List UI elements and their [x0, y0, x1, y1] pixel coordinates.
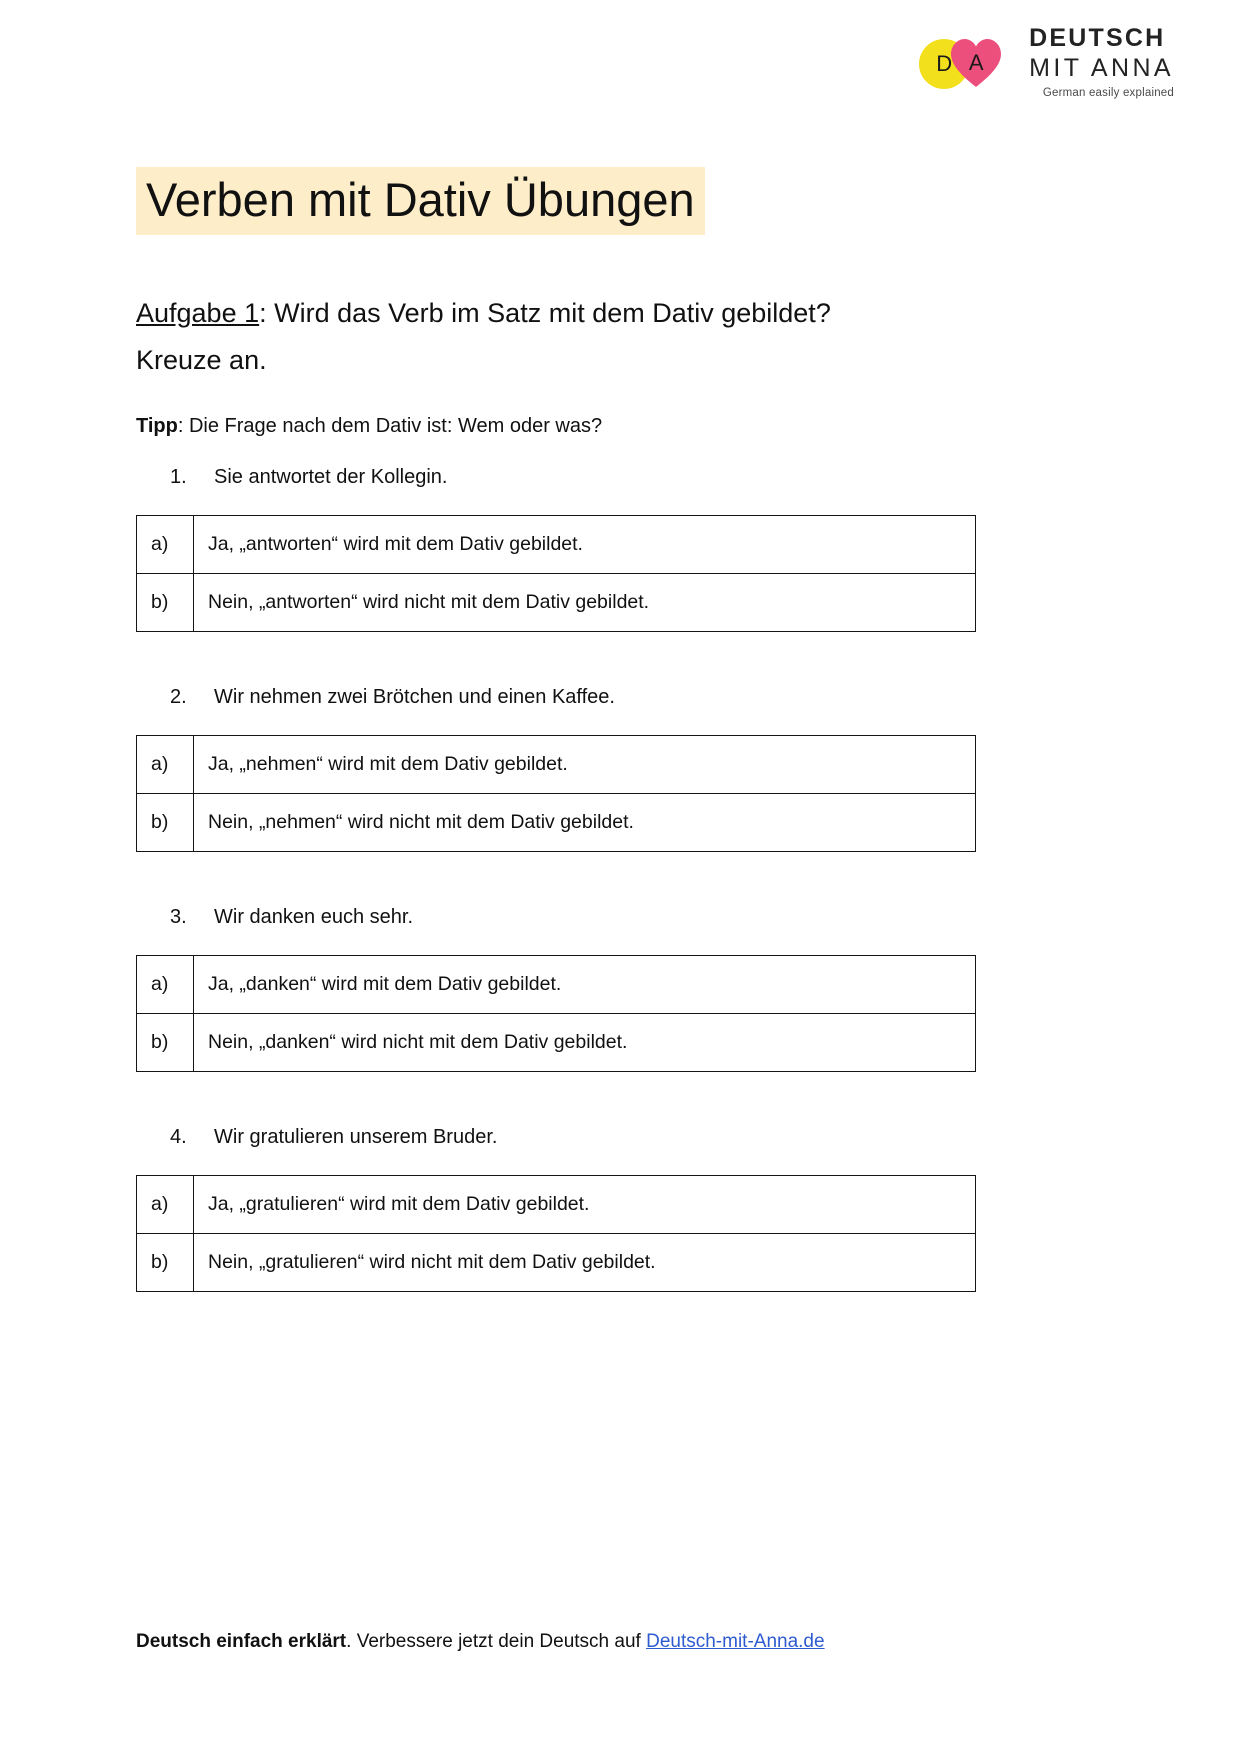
option-label: b) [137, 1233, 194, 1291]
question-text: Wir danken euch sehr. [214, 905, 413, 928]
logo-wordmark [1029, 26, 1174, 100]
option-text[interactable]: Nein, „danken“ wird nicht mit dem Dativ gebildet. [194, 1013, 976, 1071]
question-text: Sie antwortet der Kollegin. [214, 465, 448, 488]
logo-tagline: German easily explained [1042, 87, 1174, 99]
options-table [136, 735, 976, 852]
table-row[interactable] [137, 1013, 976, 1071]
tipp-label: Tipp [136, 414, 178, 437]
question-sentence [136, 686, 1111, 709]
footer-website-link[interactable]: Deutsch-mit-Anna.de [646, 1631, 825, 1652]
table-row[interactable] [137, 955, 976, 1013]
option-text[interactable]: Nein, „gratulieren“ wird nicht mit dem Dativ gebildet. [194, 1233, 976, 1291]
option-text[interactable]: Ja, „nehmen“ wird mit dem Dativ gebildet. [194, 735, 976, 793]
question-number: 1. [170, 465, 187, 488]
question-text: Wir nehmen zwei Brötchen und einen Kaffee. [214, 685, 615, 708]
logo-line-mit-anna: MIT ANNA [1029, 54, 1174, 82]
table-row[interactable] [137, 515, 976, 573]
table-row[interactable] [137, 735, 976, 793]
option-label: b) [137, 573, 194, 631]
question-block [136, 466, 1111, 632]
option-text[interactable]: Ja, „danken“ wird mit dem Dativ gebildet. [194, 955, 976, 1013]
question-number: 2. [170, 685, 187, 708]
logo-heart-icon [949, 37, 1003, 91]
page-footer [136, 1631, 825, 1653]
spacer [136, 1098, 1111, 1126]
logo-line-deutsch: DEUTSCH [1029, 24, 1166, 52]
option-label: a) [137, 515, 194, 573]
footer-bold-text: Deutsch einfach erklärt [136, 1631, 347, 1652]
option-text[interactable]: Nein, „nehmen“ wird nicht mit dem Dativ gebildet. [194, 793, 976, 851]
question-number: 3. [170, 905, 187, 928]
option-label: b) [137, 793, 194, 851]
option-text[interactable]: Ja, „antworten“ wird mit dem Dativ gebildet. [194, 515, 976, 573]
question-number: 4. [170, 1125, 187, 1148]
task-instruction [136, 290, 896, 385]
logo-heart-letter: A [968, 49, 984, 75]
option-label: a) [137, 1175, 194, 1233]
task-instruction-text: : Wird das Verb im Satz mit dem Dativ gebildet? Kreuze an. [136, 298, 831, 376]
question-block [136, 686, 1111, 852]
options-table [136, 955, 976, 1072]
options-table [136, 515, 976, 632]
table-row[interactable] [137, 1175, 976, 1233]
option-label: a) [137, 955, 194, 1013]
option-text[interactable]: Ja, „gratulieren“ wird mit dem Dativ gebildet. [194, 1175, 976, 1233]
option-text[interactable]: Nein, „antworten“ wird nicht mit dem Dativ gebildet. [194, 573, 976, 631]
logo-circle-d-icon: D [919, 39, 969, 89]
tipp-line [136, 415, 1111, 438]
option-label: b) [137, 1013, 194, 1071]
logo-mark [919, 33, 1015, 93]
table-row[interactable] [137, 573, 976, 631]
question-text: Wir gratulieren unserem Bruder. [214, 1125, 498, 1148]
footer-text: . Verbessere jetzt dein Deutsch auf [346, 1631, 647, 1652]
spacer [136, 878, 1111, 906]
table-row[interactable] [137, 793, 976, 851]
brand-logo [919, 26, 1174, 100]
tipp-text: : Die Frage nach dem Dativ ist: Wem oder was? [177, 414, 603, 437]
question-sentence [136, 906, 1111, 929]
spacer [136, 658, 1111, 686]
option-label: a) [137, 735, 194, 793]
question-sentence [136, 1126, 1111, 1149]
question-block [136, 1126, 1111, 1292]
question-block [136, 906, 1111, 1072]
table-row[interactable] [137, 1233, 976, 1291]
worksheet-content [136, 290, 1111, 1318]
task-label: Aufgabe 1 [136, 298, 260, 328]
options-table [136, 1175, 976, 1292]
question-sentence [136, 466, 1111, 489]
page-title: Verben mit Dativ Übungen [136, 167, 705, 234]
